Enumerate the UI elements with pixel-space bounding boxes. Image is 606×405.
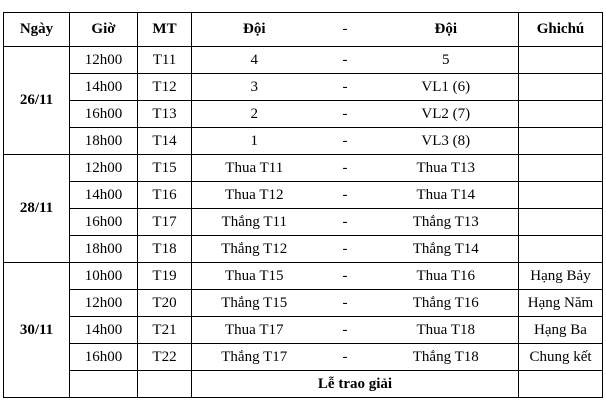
table-row [4, 263, 603, 290]
team-a-cell: 2 [192, 101, 317, 128]
note-cell [519, 128, 603, 155]
note-cell [519, 182, 603, 209]
match-cell: T17 [138, 209, 192, 236]
separator-cell: - [317, 290, 374, 317]
note-cell [519, 209, 603, 236]
header-match: MT [138, 13, 192, 47]
match-cell: T21 [138, 317, 192, 344]
team-a-cell: 3 [192, 74, 317, 101]
table-row [4, 101, 603, 128]
header-note: Ghichú [519, 13, 603, 47]
separator-cell: - [317, 128, 374, 155]
table-row [4, 74, 603, 101]
separator-cell: - [317, 344, 374, 371]
time-cell: 14h00 [70, 74, 138, 101]
team-b-cell: Thua T18 [374, 317, 519, 344]
header-team-a: Đội [192, 13, 317, 47]
note-cell [519, 236, 603, 263]
separator-cell: - [317, 101, 374, 128]
award-ceremony: Lễ trao giải [192, 371, 519, 398]
table-row [4, 182, 603, 209]
team-b-cell: 5 [374, 47, 519, 74]
match-cell: T20 [138, 290, 192, 317]
match-cell: T15 [138, 155, 192, 182]
ceremony-row [4, 371, 603, 398]
time-cell: 16h00 [70, 344, 138, 371]
match-cell: T13 [138, 101, 192, 128]
team-a-cell: 1 [192, 128, 317, 155]
team-b-cell: VL1 (6) [374, 74, 519, 101]
match-cell: T16 [138, 182, 192, 209]
table-row [4, 128, 603, 155]
team-a-cell: Thắng T11 [192, 209, 317, 236]
team-a-cell: Thắng T17 [192, 344, 317, 371]
match-cell: T18 [138, 236, 192, 263]
time-cell: 10h00 [70, 263, 138, 290]
header-date: Ngày [4, 13, 70, 47]
team-a-cell: Thua T15 [192, 263, 317, 290]
date-cell: 26/11 [4, 47, 70, 155]
separator-cell: - [317, 47, 374, 74]
match-cell: T11 [138, 47, 192, 74]
separator-cell: - [317, 236, 374, 263]
table-row [4, 344, 603, 371]
note-cell: Chung kết [519, 344, 603, 371]
separator-cell: - [317, 155, 374, 182]
note-cell: Hạng Năm [519, 290, 603, 317]
match-cell-empty [138, 371, 192, 398]
team-a-cell: Thua T17 [192, 317, 317, 344]
match-cell: T12 [138, 74, 192, 101]
team-b-cell: Thua T13 [374, 155, 519, 182]
table-row [4, 209, 603, 236]
table-row [4, 47, 603, 74]
separator-cell: - [317, 74, 374, 101]
note-cell [519, 101, 603, 128]
separator-cell: - [317, 317, 374, 344]
match-cell: T19 [138, 263, 192, 290]
team-b-cell: Thắng T14 [374, 236, 519, 263]
table-row [4, 155, 603, 182]
note-cell: Hạng Ba [519, 317, 603, 344]
time-cell: 16h00 [70, 101, 138, 128]
note-cell [519, 47, 603, 74]
team-a-cell: Thua T11 [192, 155, 317, 182]
team-a-cell: Thắng T12 [192, 236, 317, 263]
team-b-cell: VL3 (8) [374, 128, 519, 155]
note-cell-empty [519, 371, 603, 398]
match-cell: T14 [138, 128, 192, 155]
time-cell: 18h00 [70, 128, 138, 155]
header-time: Giờ [70, 13, 138, 47]
date-cell: 28/11 [4, 155, 70, 263]
time-cell-empty [70, 371, 138, 398]
team-b-cell: Thua T16 [374, 263, 519, 290]
team-a-cell: 4 [192, 47, 317, 74]
note-cell: Hạng Bảy [519, 263, 603, 290]
team-b-cell: Thua T14 [374, 182, 519, 209]
time-cell: 12h00 [70, 47, 138, 74]
separator-cell: - [317, 182, 374, 209]
time-cell: 12h00 [70, 155, 138, 182]
note-cell [519, 155, 603, 182]
schedule-table [3, 12, 603, 398]
table-row [4, 290, 603, 317]
time-cell: 14h00 [70, 182, 138, 209]
team-b-cell: Thắng T18 [374, 344, 519, 371]
match-cell: T22 [138, 344, 192, 371]
team-a-cell: Thắng T15 [192, 290, 317, 317]
team-a-cell: Thua T12 [192, 182, 317, 209]
time-cell: 14h00 [70, 317, 138, 344]
table-row [4, 236, 603, 263]
team-b-cell: Thắng T16 [374, 290, 519, 317]
table-row [4, 317, 603, 344]
date-cell: 30/11 [4, 263, 70, 398]
note-cell [519, 74, 603, 101]
header-row [4, 13, 603, 47]
team-b-cell: VL2 (7) [374, 101, 519, 128]
header-separator: - [317, 13, 374, 47]
time-cell: 12h00 [70, 290, 138, 317]
team-b-cell: Thắng T13 [374, 209, 519, 236]
time-cell: 16h00 [70, 209, 138, 236]
header-team-b: Đội [374, 13, 519, 47]
separator-cell: - [317, 209, 374, 236]
separator-cell: - [317, 263, 374, 290]
time-cell: 18h00 [70, 236, 138, 263]
